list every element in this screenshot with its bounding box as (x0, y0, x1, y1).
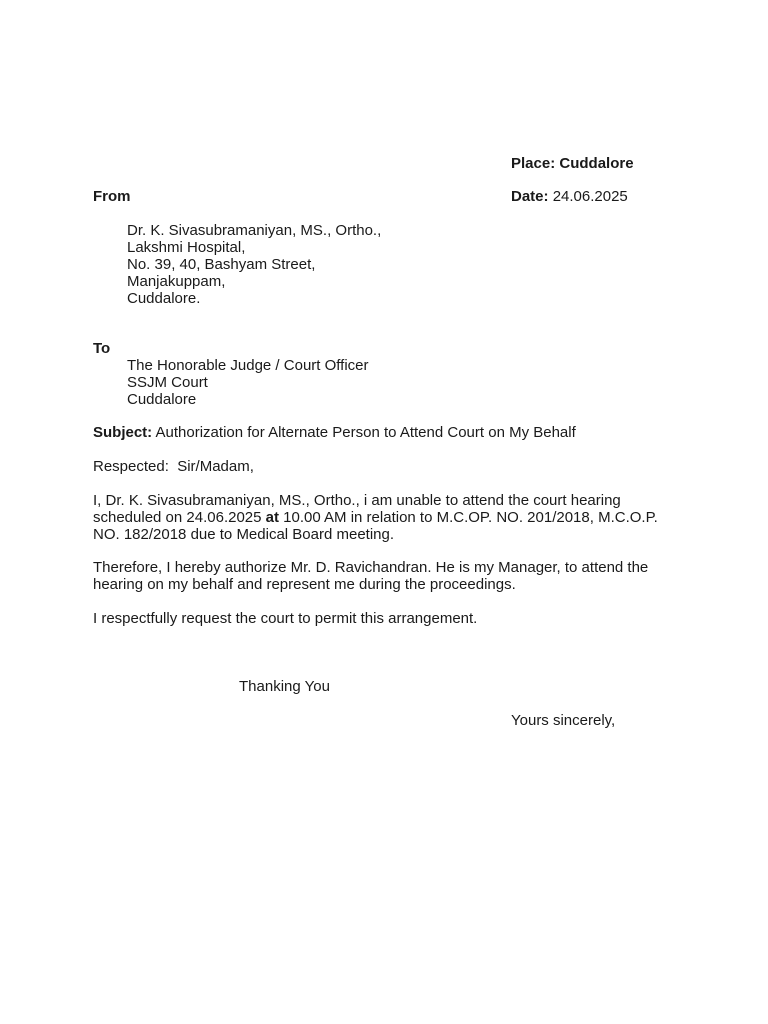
from-address-line: Cuddalore. (127, 290, 201, 307)
place-value: Cuddalore (559, 155, 634, 172)
from-address-line: Manjakuppam, (127, 273, 226, 290)
to-address-line: Cuddalore (127, 391, 197, 408)
body-paragraph-3: I respectfully request the court to permit this arrangement. (93, 610, 478, 627)
subject-text: Authorization for Alternate Person to Attend Court on My Behalf (155, 424, 576, 441)
from-address (127, 222, 381, 307)
from-address-line: Lakshmi Hospital, (127, 239, 246, 256)
from-label: From (93, 188, 131, 205)
from-address-line: Dr. K. Sivasubramaniyan, MS., Ortho., (127, 222, 382, 239)
subject-line (93, 424, 576, 441)
date-label: Date: (511, 188, 549, 205)
p1-text-part2: 10.00 AM in relation to M.C.OP. NO. 201/2018, M.C.O.P. NO. 182/2018 due to Medical Board meeting. (93, 509, 658, 543)
date-value: 24.06.2025 (552, 188, 628, 205)
place-line (511, 155, 634, 172)
thanks-text: Thanking You (239, 678, 330, 695)
salutation: Respected: Sir/Madam, (93, 458, 254, 475)
from-address-line: No. 39, 40, Bashyam Street, (127, 256, 316, 273)
body-paragraph-1 (93, 492, 683, 543)
to-label: To (93, 340, 111, 357)
body-paragraph-2: Therefore, I hereby authorize Mr. D. Ravichandran. He is my Manager, to attend the hearing on my behalf and represent me during the proceedings. (93, 559, 649, 593)
date-line (511, 188, 628, 205)
to-address-line: The Honorable Judge / Court Officer (127, 357, 369, 374)
to-address (127, 357, 369, 408)
place-label: Place: (511, 155, 556, 172)
p1-text-bold: at (265, 509, 279, 526)
p1-text-part1: I, Dr. K. Sivasubramaniyan, MS., Ortho., i am unable to attend the court hearing scheduled on 24.06.2025 (93, 492, 621, 526)
to-address-line: SSJM Court (127, 374, 208, 391)
subject-label: Subject: (93, 424, 153, 441)
sign-off: Yours sincerely, (511, 712, 616, 729)
